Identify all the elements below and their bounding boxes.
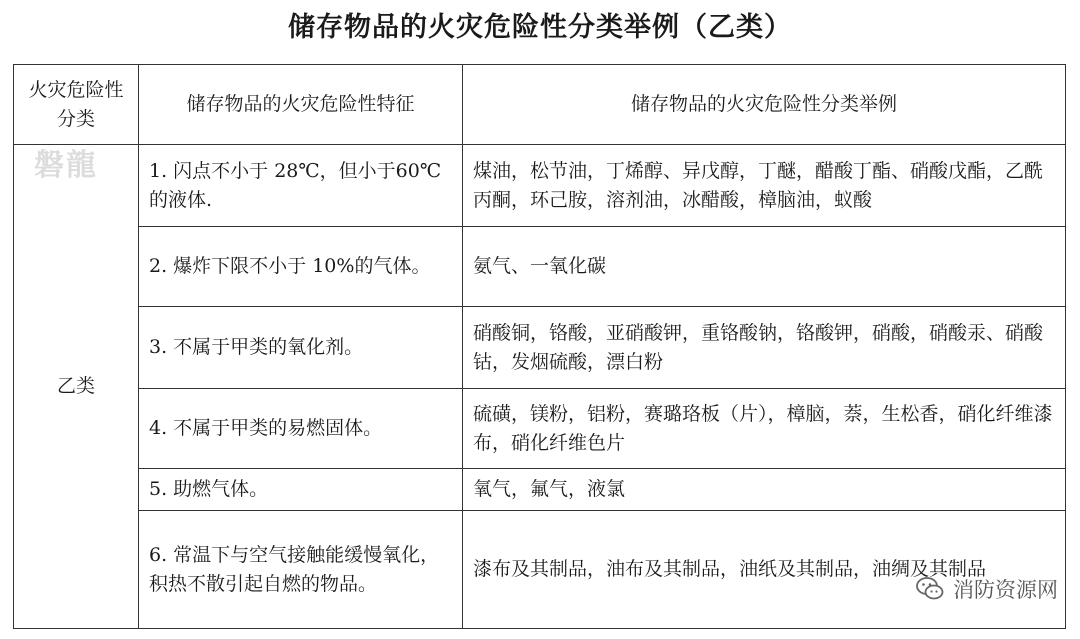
watermark-logo: 磐龍: [34, 148, 98, 183]
source-watermark: [915, 574, 1058, 604]
header-examples: 储存物品的火灾危险性分类举例: [463, 65, 1066, 145]
feature-cell: 3. 不属于甲类的氧化剂。: [139, 307, 463, 389]
example-cell: 硝酸铜，铬酸，亚硝酸钾，重铬酸钠，铬酸钾，硝酸，硝酸汞、硝酸钴，发烟硫酸，漂白粉: [463, 307, 1066, 389]
table-row: [14, 389, 1066, 469]
table-row: [14, 511, 1066, 629]
table-row: [14, 227, 1066, 307]
example-cell: 漆布及其制品，油布及其制品，油纸及其制品，油绸及其制品: [463, 511, 1066, 629]
wechat-icon: [915, 576, 945, 602]
source-name: 消防资源网: [953, 578, 1058, 602]
header-features: 储存物品的火灾危险性特征: [139, 65, 463, 145]
example-cell: 氨气、一氧化碳: [463, 227, 1066, 307]
classification-table: [13, 64, 1066, 629]
feature-cell: 6. 常温下与空气接触能缓慢氧化，积热不散引起自燃的物品。: [139, 511, 463, 629]
feature-cell: 1. 闪点不小于 28℃，但小于60℃的液体.: [139, 145, 463, 227]
feature-cell: 2. 爆炸下限不小于 10%的气体。: [139, 227, 463, 307]
header-category: 火灾危险性分类: [14, 65, 139, 145]
page-title: 储存物品的火灾危险性分类举例（乙类）: [288, 12, 792, 43]
table-header-row: [14, 65, 1066, 145]
example-cell: 煤油，松节油，丁烯醇、异戊醇，丁醚，醋酸丁酯、硝酸戊酯，乙酰丙酮，环己胺，溶剂油，冰醋酸，樟脑油，蚁酸: [463, 145, 1066, 227]
table-row: [14, 307, 1066, 389]
example-cell: 硫磺，镁粉，铝粉，赛璐珞板（片），樟脑，萘，生松香，硝化纤维漆布，硝化纤维色片: [463, 389, 1066, 469]
feature-cell: 4. 不属于甲类的易燃固体。: [139, 389, 463, 469]
category-cell: [14, 145, 139, 629]
category-value: 乙类: [56, 375, 95, 397]
example-cell: 氧气，氟气，液氯: [463, 469, 1066, 511]
feature-cell: 5. 助燃气体。: [139, 469, 463, 511]
table-row: [14, 469, 1066, 511]
table-row: [14, 145, 1066, 227]
